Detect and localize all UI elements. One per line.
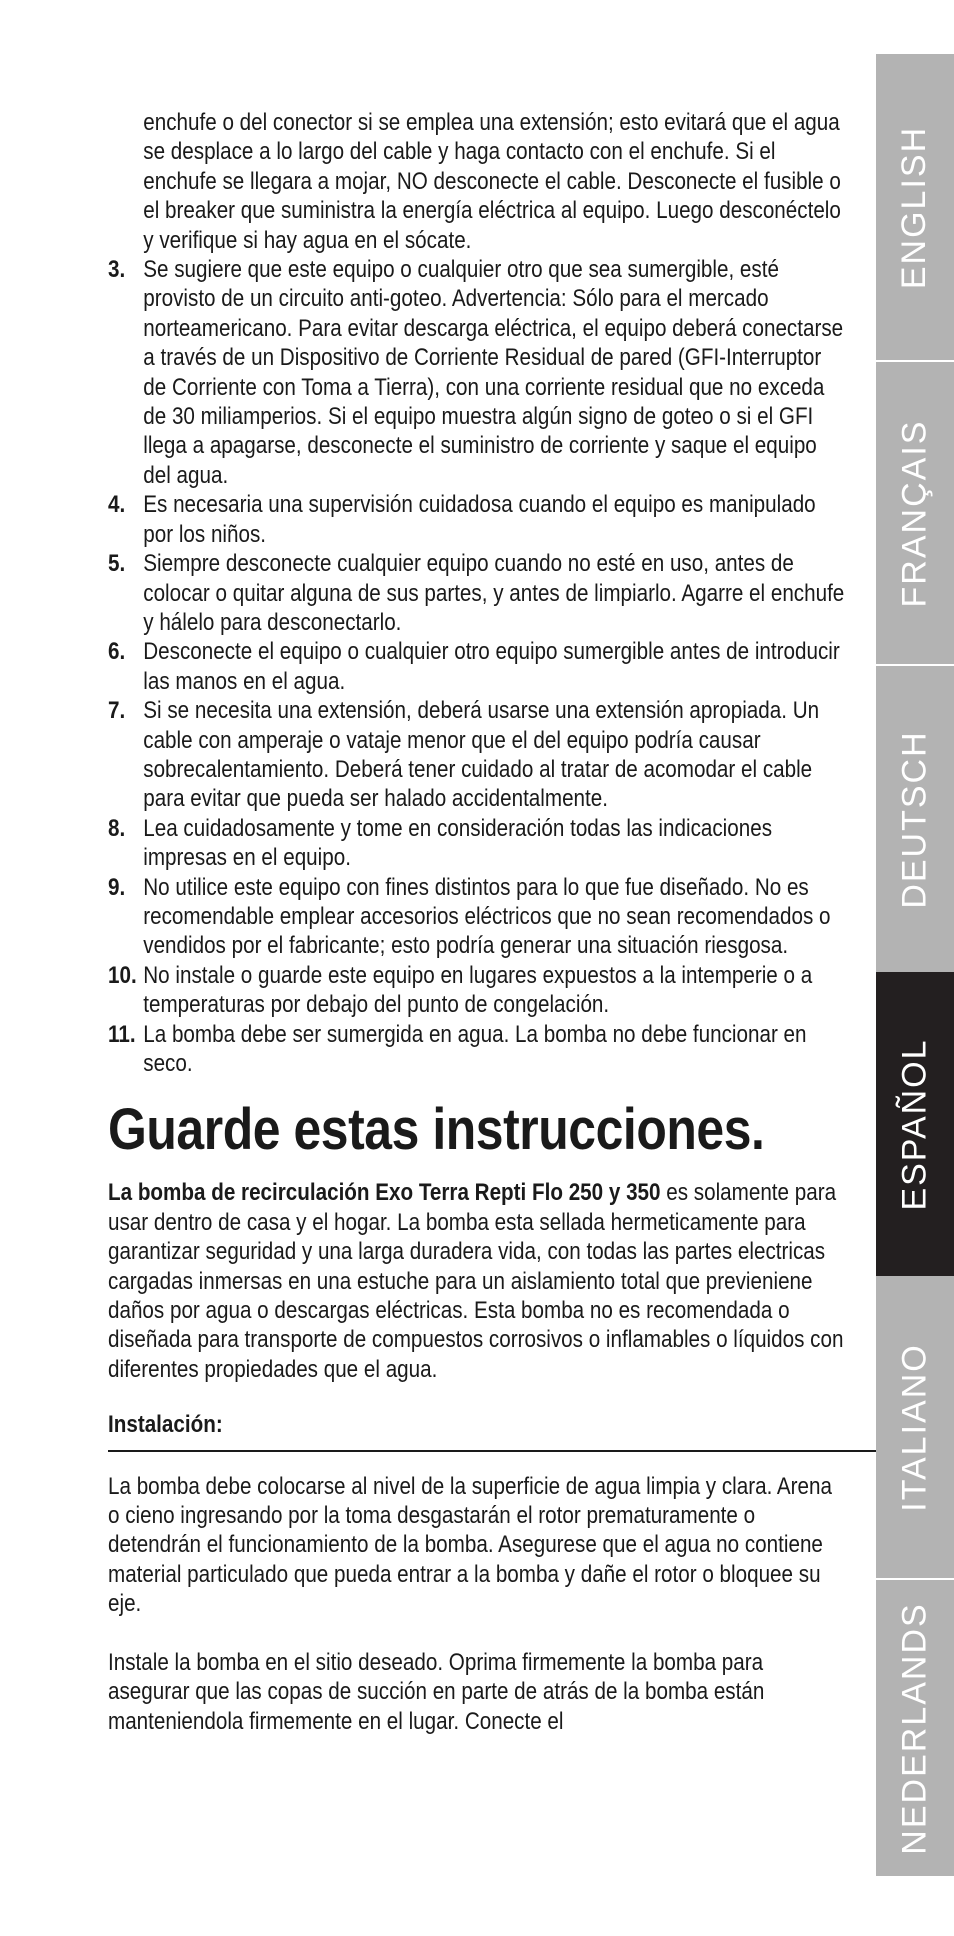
- tab-label: ITALIANO: [895, 1342, 934, 1512]
- list-item: [108, 1020, 848, 1079]
- list-item: [108, 490, 848, 549]
- list-item: [108, 696, 848, 814]
- item-text: Lea cuidadosamente y tome en consideración todas las indicaciones impresas en el equipo.: [143, 814, 773, 872]
- item-number: 8.: [108, 814, 126, 842]
- product-description: es solamente para usar dentro de casa y el hogar. La bomba esta sellada hermeticamente para garantizar seguridad y una larga duradera vida, con todas las partes electricas cargadas inmersas en una estuche para un aislamiento total que previeniene daños por agua o descargas eléctricas. Esta bomba no es recomendada o diseñada para transporte de compuestos corrosivos o inflamables o líquidos con diferentes propiedades que el agua.: [108, 1179, 844, 1383]
- tab-nederlands[interactable]: [876, 1580, 954, 1876]
- item-text: Siempre desconecte cualquier equipo cuando no esté en uso, antes de colocar o quitar alguna de sus partes, y antes de limpiarlo. Agarre el enchufe y hálelo para desconectarlo.: [143, 550, 845, 636]
- tab-espanol[interactable]: [876, 972, 954, 1276]
- product-name: La bomba de recirculación Exo Terra Repti Flo 250 y 350: [108, 1179, 661, 1207]
- item-text: Es necesaria una supervisión cuidadosa cuando el equipo es manipulado por los niños.: [143, 491, 816, 548]
- tab-label: NEDERLANDS: [895, 1601, 934, 1855]
- item-number: 11.: [108, 1020, 136, 1048]
- item-number: 6.: [108, 638, 126, 666]
- item-number: 4.: [108, 491, 126, 519]
- item-text: Se sugiere que este equipo o cualquier otro que sea sumergible, esté provisto de un circuito anti-goteo. Advertencia: Sólo para el mercado norteamericano. Para evitar descarga eléctrica, el equipo deberá conectarse a través de un Dispositivo de Corriente Residual de pared (GFI-Interruptor de Corriente con Toma a Tierra), con una corriente residual que no exceda de 30 miliamperios. Si el equipo muestra algún signo de goteo o si el GFI llega a apagarse, desconecte el suministro de corriente y saque el equipo del agua.: [143, 256, 844, 489]
- item-text: La bomba debe ser sumergida en agua. La bomba no debe funcionar en seco.: [143, 1020, 807, 1077]
- safety-list: [108, 255, 848, 1078]
- list-item: [108, 549, 848, 637]
- installation-title: Instalación:: [108, 1410, 904, 1451]
- item-number: 3.: [108, 256, 126, 284]
- language-tabs: [876, 54, 954, 1876]
- tab-english[interactable]: [876, 54, 954, 360]
- item-number: 9.: [108, 873, 126, 901]
- tab-deutsch[interactable]: [876, 666, 954, 972]
- product-paragraph: [108, 1178, 848, 1384]
- list-item: [108, 637, 848, 696]
- item-number: 5.: [108, 550, 126, 578]
- list-item: [108, 873, 848, 961]
- tab-label: ESPAÑOL: [895, 1037, 934, 1211]
- item-text: Desconecte el equipo o cualquier otro equipo sumergible antes de introducir las manos en el agua.: [143, 638, 840, 695]
- item-number: 7.: [108, 697, 126, 725]
- item-text: No instale o guarde este equipo en lugares expuestos a la intemperie o a temperaturas por debajo del punto de congelación.: [143, 961, 813, 1019]
- item-text: No utilice este equipo con fines distintos para lo que fue diseñado. No es recomendable emplear accesorios eléctricos que no sean recomendados o vendidos por el fabricante; esto podría generar una situación riesgosa.: [143, 873, 831, 960]
- item-text: Si se necesita una extensión, deberá usarse una extensión apropiada. Un cable con amperaje o vataje menor que el del equipo podría causar sobrecalentamiento. Deberá tener cuidado al tratar de acomodar el cable para evitar que pueda ser halado accidentalmente.: [143, 697, 820, 813]
- list-item: [108, 255, 848, 490]
- tab-label: FRANÇAIS: [895, 419, 934, 607]
- installation-paragraph-2: Instale la bomba en el sitio deseado. Oprima firmemente la bomba para asegurar que las copas de succión en parte de atrás de la bomba están manteniendola firmemente en el lugar. Conecte el: [108, 1648, 765, 1735]
- section-heading: Guarde estas instrucciones.: [108, 1097, 765, 1163]
- list-item: [108, 961, 848, 1020]
- manual-content: [108, 108, 848, 1736]
- tab-francais[interactable]: [876, 362, 954, 664]
- list-item: [108, 814, 848, 873]
- item-number: 10.: [108, 961, 137, 989]
- tab-label: DEUTSCH: [895, 729, 934, 909]
- tab-label: ENGLISH: [895, 125, 934, 289]
- installation-paragraph-1: La bomba debe colocarse al nivel de la superficie de agua limpia y clara. Arena o cieno ingresando por la toma desgastarán el rotor prematuramente o detendrán el funcionamiento de la bomba. Asegurese que el agua no contiene material particulado que pueda entrar a la bomba y dañe el rotor o bloquee su eje.: [108, 1472, 832, 1618]
- tab-italiano[interactable]: [876, 1276, 954, 1578]
- intro-paragraph: enchufe o del conector si se emplea una extensión; esto evitará que el agua se desplace a lo largo del cable y haga contacto con el enchufe. Si el enchufe se llegara a mojar, NO desconecte el cable. Desconecte el fusible o el breaker que suministra la energía eléctrica al equipo. Luego desconéctelo y verifique si hay agua en el sócate.: [143, 109, 841, 254]
